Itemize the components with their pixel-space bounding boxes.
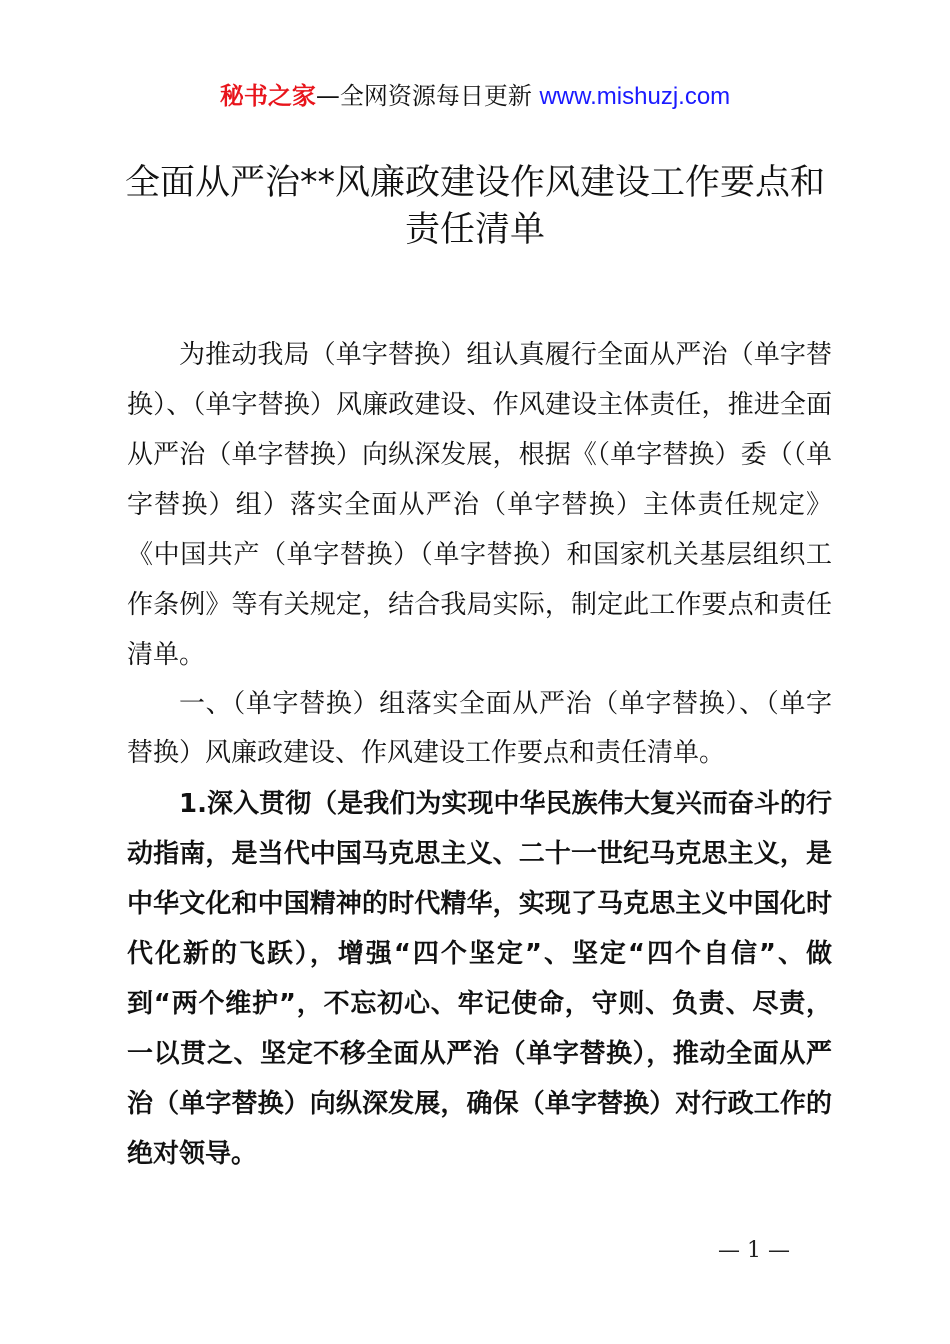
- site-url-link[interactable]: www.mishuzj.com: [539, 83, 731, 110]
- title-line-1: 全面从严治**风廉政建设作风建设工作要点和: [124, 163, 825, 203]
- title-line-2: 责任清单: [404, 210, 545, 250]
- site-name: 秘书之家: [219, 82, 316, 110]
- header-tagline: —全网资源每日更新: [315, 82, 532, 110]
- section-one-heading: 一、（单字替换）组落实全面从严治（单字替换）、（单字替换）风廉政建设、作风建设工作要点和责任清单。: [127, 689, 832, 768]
- section-heading-block: [127, 680, 832, 778]
- intro-paragraph-block: [127, 330, 832, 680]
- intro-paragraph: 为推动我局（单字替换）组认真履行全面从严治（单字替换）、（单字替换）风廉政建设、作风建设主体责任，推进全面从严治（单字替换）向纵深发展，根据《（单字替换）委（（单字替换）组）落实全面从严治（单字替换）主体责任规定》《中国共产（单字替换）（单字替换）和国家机关基层组织工作条例》等有关规定，结合我局实际，制定此工作要点和责任清单。: [127, 340, 832, 670]
- item-one-paragraph: 1.深入贯彻（是我们为实现中华民族伟大复兴而奋斗的行动指南，是当代中国马克思主义、二十一世纪马克思主义，是中华文化和中国精神的时代精华，实现了马克思主义中国化时代化新的飞跃），增强“四个坚定”、坚定“四个自信”、做到“两个维护”，不忘初心、牢记使命，守则、负责、尽责，一以贯之、坚定不移全面从严治（单字替换），推动全面从严治（单字替换）向纵深发展，确保（单字替换）对行政工作的绝对领导。: [127, 789, 832, 1169]
- item-paragraph-block: [127, 779, 832, 1179]
- page-header: [0, 80, 950, 113]
- page-number: — 1 —: [718, 1238, 790, 1263]
- document-title: [110, 160, 840, 254]
